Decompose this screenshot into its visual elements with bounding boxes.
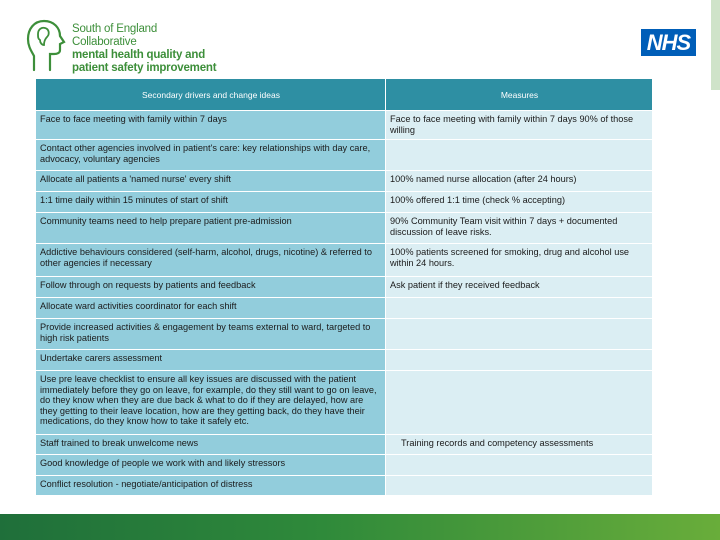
measure-cell [386,476,653,496]
driver-cell: Undertake carers assessment [36,350,386,371]
measure-cell [386,371,653,435]
table-row [36,319,653,350]
measure-cell [386,140,653,171]
table-row [36,192,653,213]
driver-cell: Staff trained to break unwelcome news [36,435,386,455]
table-row [36,244,653,277]
driver-cell: Follow through on requests by patients and feedback [36,277,386,298]
measure-cell [386,298,653,319]
measure-cell: Training records and competency assessments [386,435,653,455]
driver-cell: 1:1 time daily within 15 minutes of start of shift [36,192,386,213]
table-row [36,213,653,244]
footer-gradient-bar [0,514,720,540]
measure-cell: 100% patients screened for smoking, drug and alcohol use within 24 hours. [386,244,653,277]
measure-cell: 100% named nurse allocation (after 24 hours) [386,171,653,192]
drivers-measures-table [35,78,653,496]
table-row [36,277,653,298]
driver-cell: Allocate ward activities coordinator for each shift [36,298,386,319]
driver-cell: Conflict resolution - negotiate/anticipation of distress [36,476,386,496]
table-row [36,171,653,192]
measure-cell: 100% offered 1:1 time (check % accepting) [386,192,653,213]
measure-cell: 90% Community Team visit within 7 days + documented discussion of leave risks. [386,213,653,244]
table-row [36,476,653,496]
logo-subtitle-line2: patient safety improvement [72,62,217,74]
table-row [36,111,653,140]
table-header-row [36,79,653,111]
driver-cell: Face to face meeting with family within 7 days [36,111,386,140]
driver-cell: Good knowledge of people we work with and likely stressors [36,455,386,476]
logo-title: South of England Collaborative [72,23,158,48]
driver-cell: Provide increased activities & engagement by teams external to ward, targeted to high risk patients [36,319,386,350]
driver-cell: Use pre leave checklist to ensure all key issues are discussed with the patient immediately before they go on leave, for example, do they still want to go on leave, do they know when they are due back & what to do if they are delayed, how are they getting to their leave location, how are they getting back, do they have their medications, do they know how to take it safely etc. [36,371,386,435]
logo-subtitle-line1: mental health quality and [72,49,206,61]
measure-cell: Ask patient if they received feedback [386,277,653,298]
head-profile-icon [24,18,68,74]
measure-cell [386,350,653,371]
collaborative-logo [24,18,224,74]
measure-cell [386,319,653,350]
decorative-strip [711,0,720,90]
driver-cell: Contact other agencies involved in patient's care: key relationships with day care, advocacy, voluntary agencies [36,140,386,171]
driver-cell: Community teams need to help prepare patient pre-admission [36,213,386,244]
table-row [36,371,653,435]
measure-cell [386,455,653,476]
measure-cell: Face to face meeting with family within 7 days 90% of those willing [386,111,653,140]
table-row [36,140,653,171]
column-header-measures: Measures [386,79,653,111]
nhs-logo: NHS [641,29,696,56]
table-row [36,350,653,371]
driver-cell: Addictive behaviours considered (self-harm, alcohol, drugs, nicotine) & referred to other agencies if necessary [36,244,386,277]
driver-cell: Allocate all patients a 'named nurse' every shift [36,171,386,192]
table-row [36,455,653,476]
table-row [36,298,653,319]
column-header-drivers: Secondary drivers and change ideas [36,79,386,111]
table-row [36,435,653,455]
